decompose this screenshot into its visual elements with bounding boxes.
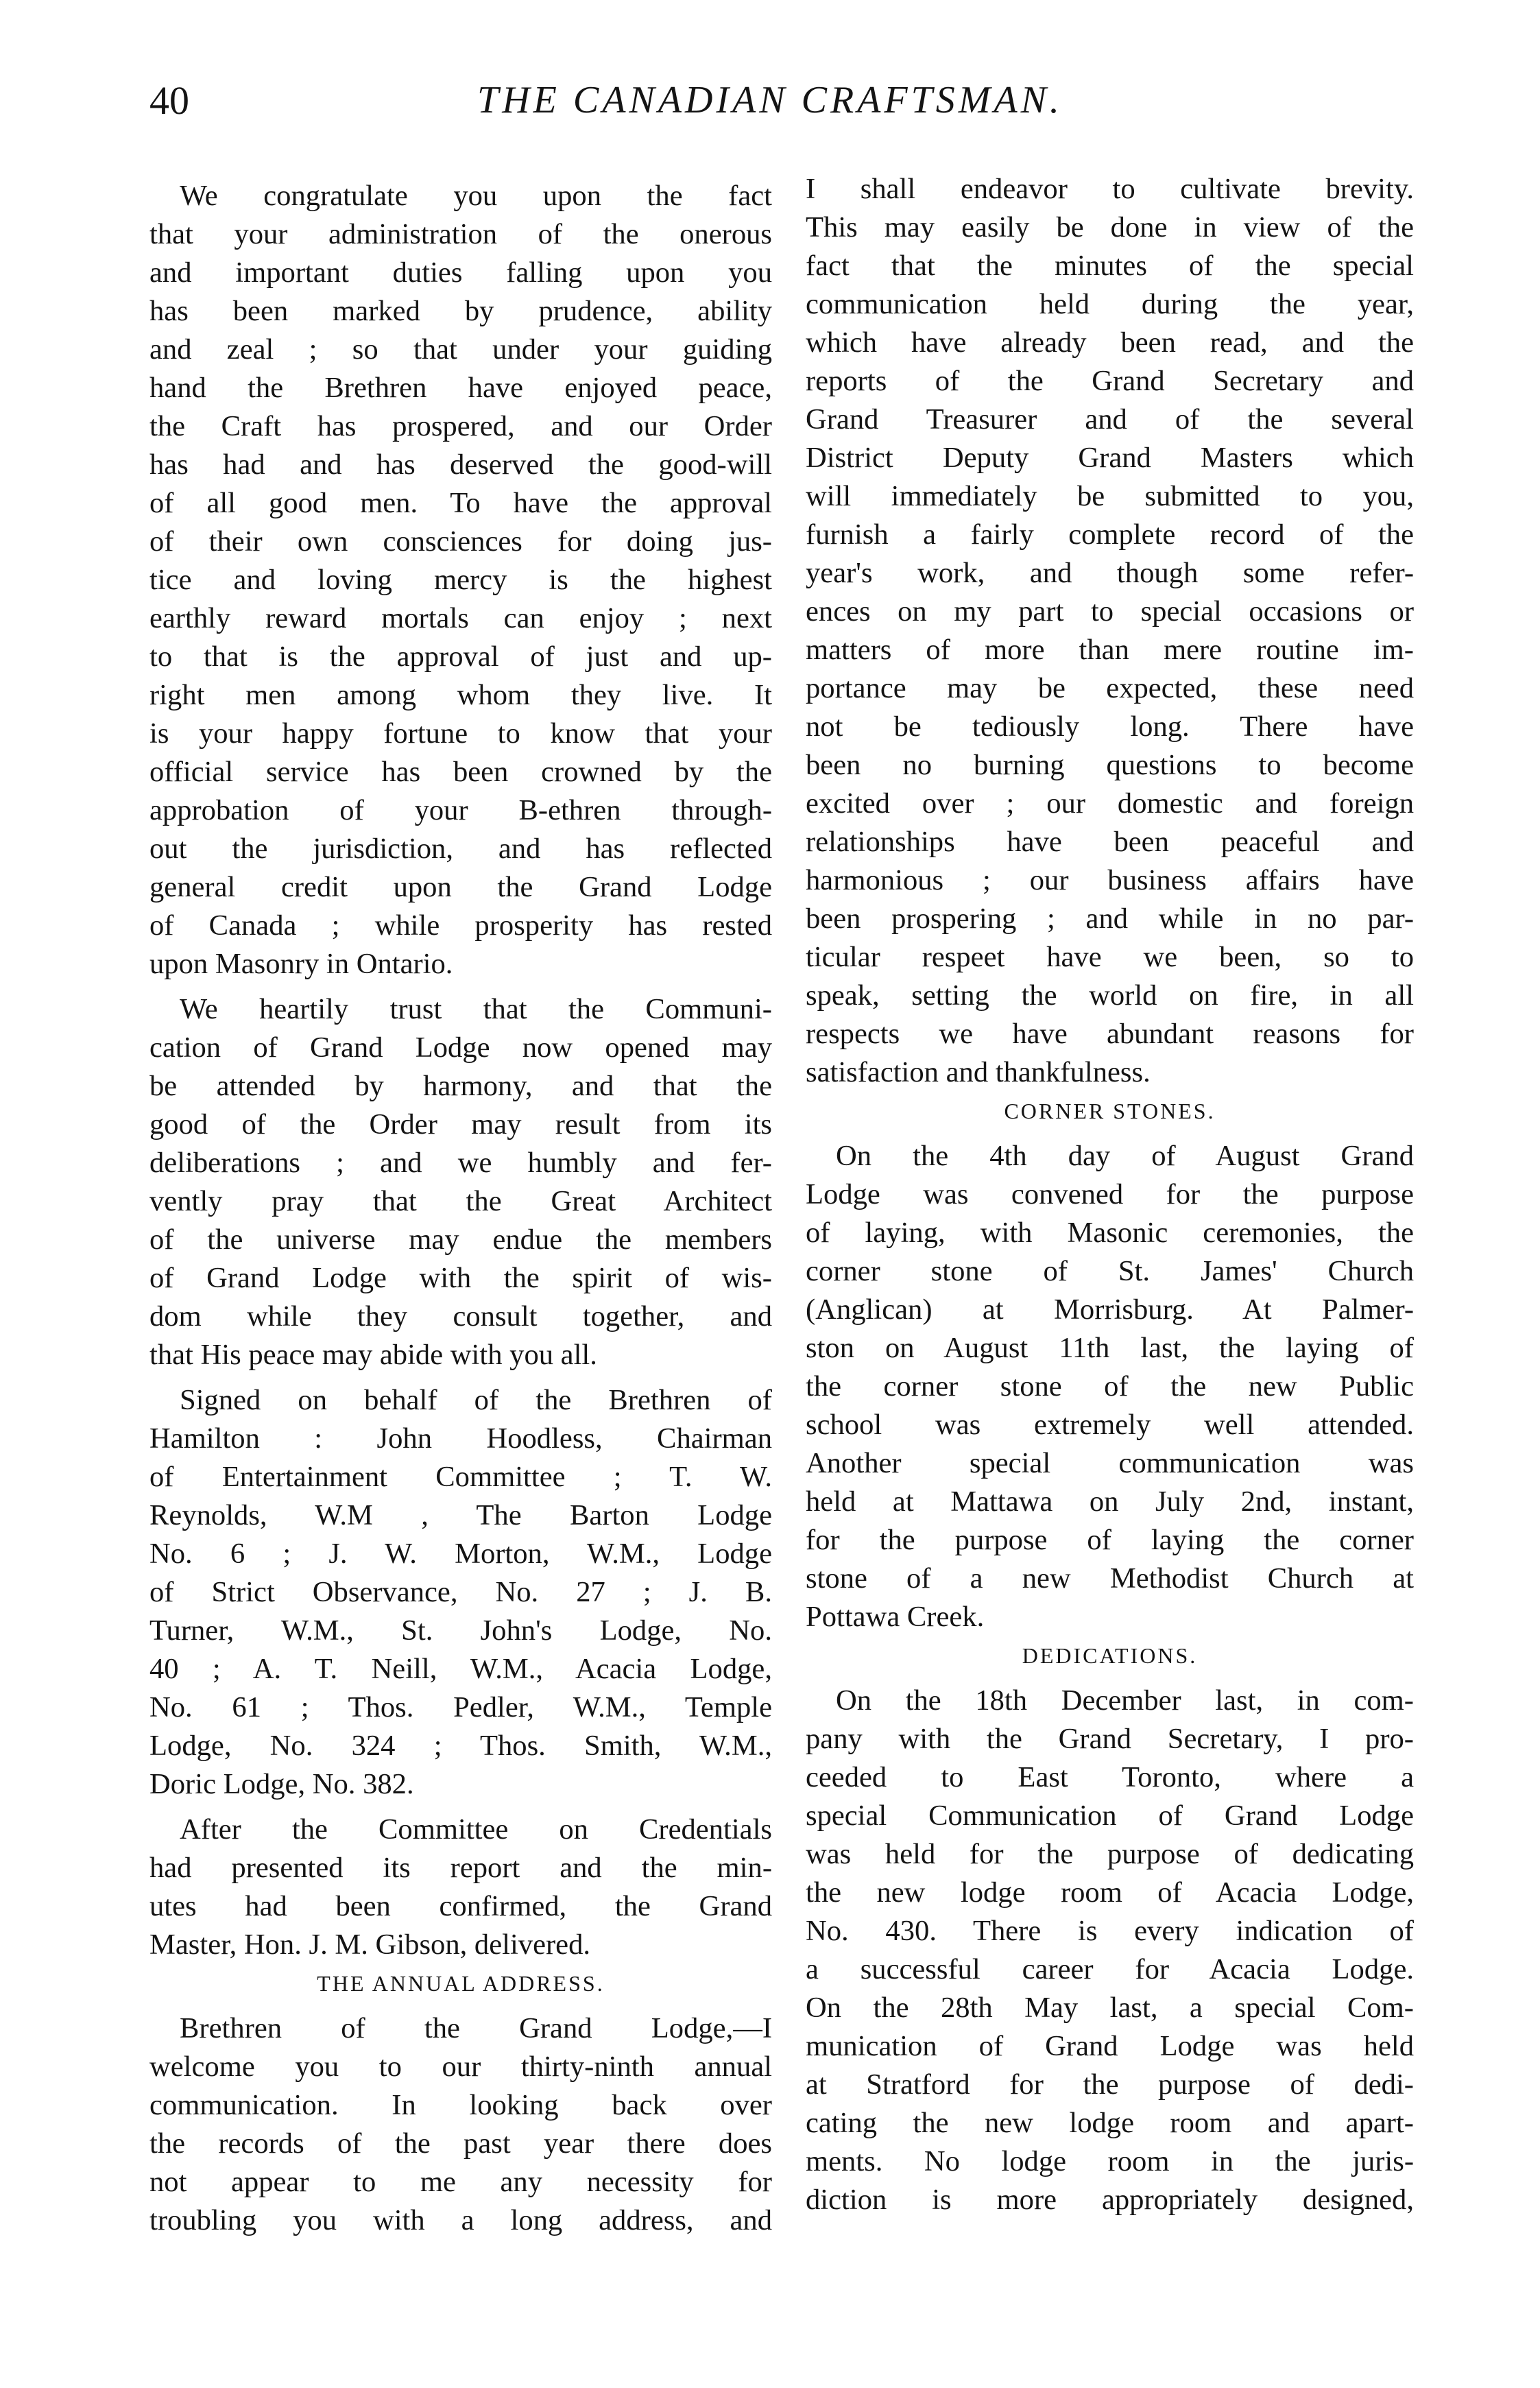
text-line: of their own consciences for doing jus-	[149, 525, 772, 558]
text-line: vently pray that the Great Architect	[149, 1185, 772, 1217]
text-line: Hamilton : John Hoodless, Chairman	[149, 1422, 772, 1455]
text-line: troubling you with a long address, and	[149, 2204, 772, 2236]
text-line: portance may be expected, these need	[806, 672, 1414, 704]
text-line: the new lodge room of Acacia Lodge,	[806, 1876, 1414, 1909]
right-column	[806, 170, 1414, 2219]
text-line: Signed on behalf of the Brethren of	[180, 1384, 772, 1416]
text-line: cating the new lodge room and apart-	[806, 2107, 1414, 2139]
text-line: been prospering ; and while in no par-	[806, 903, 1414, 935]
text-line: On the 18th December last, in com-	[836, 1684, 1414, 1717]
text-line: of laying, with Masonic ceremonies, the	[806, 1217, 1414, 1249]
paragraph	[149, 2009, 772, 2240]
text-line: that your administration of the onerous	[149, 218, 772, 250]
text-line: ences on my part to special occasions or	[806, 595, 1414, 628]
text-line: right men among whom they live. It	[149, 679, 772, 711]
text-line: tice and loving mercy is the highest	[149, 564, 772, 596]
text-line: Pottawa Creek.	[806, 1601, 985, 1633]
text-line: We congratulate you upon the fact	[180, 180, 772, 212]
text-line: not be tediously long. There have	[806, 711, 1414, 743]
text-line: respects we have abundant reasons for	[806, 1018, 1414, 1050]
text-line: ments. No lodge room in the juris-	[806, 2145, 1414, 2177]
text-line: which have already been read, and the	[806, 326, 1414, 359]
text-line: speak, setting the world on fire, in all	[806, 979, 1414, 1012]
text-line: to that is the approval of just and up-	[149, 641, 772, 673]
text-line: of Strict Observance, No. 27 ; J. B.	[149, 1576, 772, 1608]
text-line: communication held during the year,	[806, 288, 1414, 320]
paragraph	[149, 990, 772, 1374]
text-line: On the 4th day of August Grand	[836, 1140, 1414, 1172]
text-line: corner stone of St. James' Church	[806, 1255, 1414, 1287]
section-heading: DEDICATIONS.	[1022, 1643, 1198, 1668]
text-line: excited over ; our domestic and foreign	[806, 787, 1414, 820]
paragraph	[806, 170, 1414, 1092]
text-line: for the purpose of laying the corner	[806, 1524, 1414, 1556]
text-line: cation of Grand Lodge now opened may	[149, 1031, 772, 1064]
text-line: year's work, and though some refer-	[806, 557, 1414, 589]
text-line: harmonious ; our business affairs have	[806, 864, 1414, 896]
text-line: a successful career for Acacia Lodge.	[806, 1953, 1414, 1985]
text-line: Grand Treasurer and of the several	[806, 403, 1414, 435]
text-line: ceeded to East Toronto, where a	[806, 1761, 1414, 1793]
text-line: upon Masonry in Ontario.	[149, 948, 453, 980]
text-line: After the Committee on Credentials	[180, 1813, 772, 1846]
text-line: reports of the Grand Secretary and	[806, 365, 1414, 397]
text-line: out the jurisdiction, and has reflected	[149, 833, 772, 865]
text-line: be attended by harmony, and that the	[149, 1070, 772, 1102]
text-line: not appear to me any necessity for	[149, 2166, 772, 2198]
text-line: District Deputy Grand Masters which	[806, 442, 1414, 474]
text-line: of Grand Lodge with the spirit of wis-	[149, 1262, 772, 1294]
text-line: had presented its report and the min-	[149, 1852, 772, 1884]
section-heading: THE ANNUAL ADDRESS.	[317, 1971, 605, 1996]
text-line: of the universe may endue the members	[149, 1223, 772, 1256]
text-line: Brethren of the Grand Lodge,—I	[180, 2012, 772, 2044]
text-line: ston on August 11th last, the laying of	[806, 1332, 1414, 1364]
text-line: official service has been crowned by the	[149, 756, 772, 788]
text-line: general credit upon the Grand Lodge	[149, 871, 772, 903]
text-line: of Canada ; while prosperity has rested	[149, 909, 772, 942]
text-line: has had and has deserved the good-will	[149, 449, 772, 481]
text-line: that His peace may abide with you all.	[149, 1339, 597, 1371]
left-column	[149, 170, 772, 2240]
text-line: was held for the purpose of dedicating	[806, 1838, 1414, 1870]
text-line: relationships have been peaceful and	[806, 826, 1414, 858]
paragraph	[806, 1682, 1414, 2219]
text-line: will immediately be submitted to you,	[806, 480, 1414, 512]
text-line: is your happy fortune to know that your	[149, 717, 772, 750]
text-line: and important duties falling upon you	[149, 256, 772, 289]
text-line: Another special communication was	[806, 1447, 1414, 1479]
text-line: welcome you to our thirty-ninth annual	[149, 2051, 772, 2083]
text-line: the Craft has prospered, and our Order	[149, 410, 772, 442]
text-line: furnish a fairly complete record of the	[806, 518, 1414, 551]
text-line: the records of the past year there does	[149, 2127, 772, 2160]
text-line: deliberations ; and we humbly and fer-	[149, 1147, 772, 1179]
text-line: approbation of your B-ethren through-	[149, 794, 772, 826]
text-line: Master, Hon. J. M. Gibson, delivered.	[149, 1929, 591, 1961]
text-line: Lodge was convened for the purpose	[806, 1178, 1414, 1210]
paragraph	[149, 1811, 772, 1964]
paragraph	[149, 1381, 772, 1804]
text-line: held at Mattawa on July 2nd, instant,	[806, 1485, 1414, 1518]
text-line: school was extremely well attended.	[806, 1409, 1414, 1441]
running-title: THE CANADIAN CRAFTSMAN.	[477, 79, 1063, 121]
text-line: good of the Order may result from its	[149, 1108, 772, 1141]
text-line: No. 430. There is every indication of	[806, 1915, 1414, 1947]
text-line: been no burning questions to become	[806, 749, 1414, 781]
text-line: stone of a new Methodist Church at	[806, 1562, 1414, 1595]
text-line: We heartily trust that the Communi-	[180, 993, 772, 1025]
text-line: 40 ; A. T. Neill, W.M., Acacia Lodge,	[149, 1653, 772, 1685]
text-line: I shall endeavor to cultivate brevity.	[806, 173, 1414, 205]
page-number: 40	[149, 78, 189, 123]
text-line: No. 61 ; Thos. Pedler, W.M., Temple	[149, 1691, 772, 1723]
text-line: matters of more than mere routine im-	[806, 634, 1414, 666]
text-line: Lodge, No. 324 ; Thos. Smith, W.M.,	[149, 1730, 772, 1762]
text-line: of Entertainment Committee ; T. W.	[149, 1461, 772, 1493]
text-line: satisfaction and thankfulness.	[806, 1056, 1151, 1088]
text-line: ticular respeet have we been, so to	[806, 941, 1414, 973]
text-line: communication. In looking back over	[149, 2089, 772, 2121]
text-line: munication of Grand Lodge was held	[806, 2030, 1414, 2062]
text-line: and zeal ; so that under your guiding	[149, 333, 772, 366]
section-heading: CORNER STONES.	[1004, 1099, 1216, 1123]
text-line: special Communication of Grand Lodge	[806, 1800, 1414, 1832]
text-line: utes had been confirmed, the Grand	[149, 1890, 772, 1922]
text-line: at Stratford for the purpose of dedi-	[806, 2068, 1414, 2101]
paragraph	[806, 1137, 1414, 1636]
text-line: hand the Brethren have enjoyed peace,	[149, 372, 772, 404]
text-line: (Anglican) at Morrisburg. At Palmer-	[806, 1293, 1414, 1326]
text-line: This may easily be done in view of the	[806, 211, 1414, 243]
text-line: Reynolds, W.M , The Barton Lodge	[149, 1499, 772, 1531]
text-line: diction is more appropriately designed,	[806, 2184, 1414, 2216]
text-line: earthly reward mortals can enjoy ; next	[149, 602, 772, 634]
paragraph	[149, 177, 772, 983]
text-line: On the 28th May last, a special Com-	[806, 1992, 1414, 2024]
text-line: of all good men. To have the approval	[149, 487, 772, 519]
text-line: the corner stone of the new Public	[806, 1370, 1414, 1402]
text-line: has been marked by prudence, ability	[149, 295, 772, 327]
text-line: fact that the minutes of the special	[806, 250, 1414, 282]
text-line: dom while they consult together, and	[149, 1300, 772, 1333]
text-line: pany with the Grand Secretary, I pro-	[806, 1723, 1414, 1755]
text-line: No. 6 ; J. W. Morton, W.M., Lodge	[149, 1538, 772, 1570]
text-line: Doric Lodge, No. 382.	[149, 1768, 414, 1800]
text-line: Turner, W.M., St. John's Lodge, No.	[149, 1614, 772, 1647]
